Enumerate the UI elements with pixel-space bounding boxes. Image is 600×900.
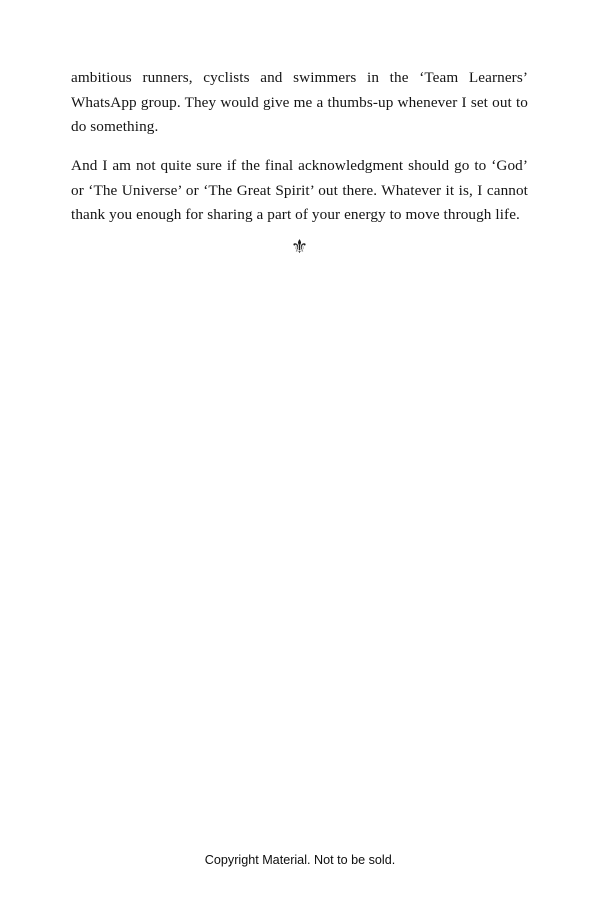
paragraph-1: ambitious runners, cyclists and swimmers in the ‘Team Learners’ WhatsApp group. They would give me a thumbs-up whenever I set out to do something. [71,69,528,136]
body-text [71,66,528,228]
fleur-de-lis-ornament-icon: ⚜ [290,237,309,258]
copyright-footer-note: Copyright Material. Not to be sold. [204,853,396,867]
paragraph-2: And I am not quite sure if the final acknowledgment should go to ‘God’ or ‘The Universe’ or ‘The Great Spirit’ out there. Whatever it is, I cannot thank you enough for sharing a part of your energy to move through life. [71,156,528,224]
